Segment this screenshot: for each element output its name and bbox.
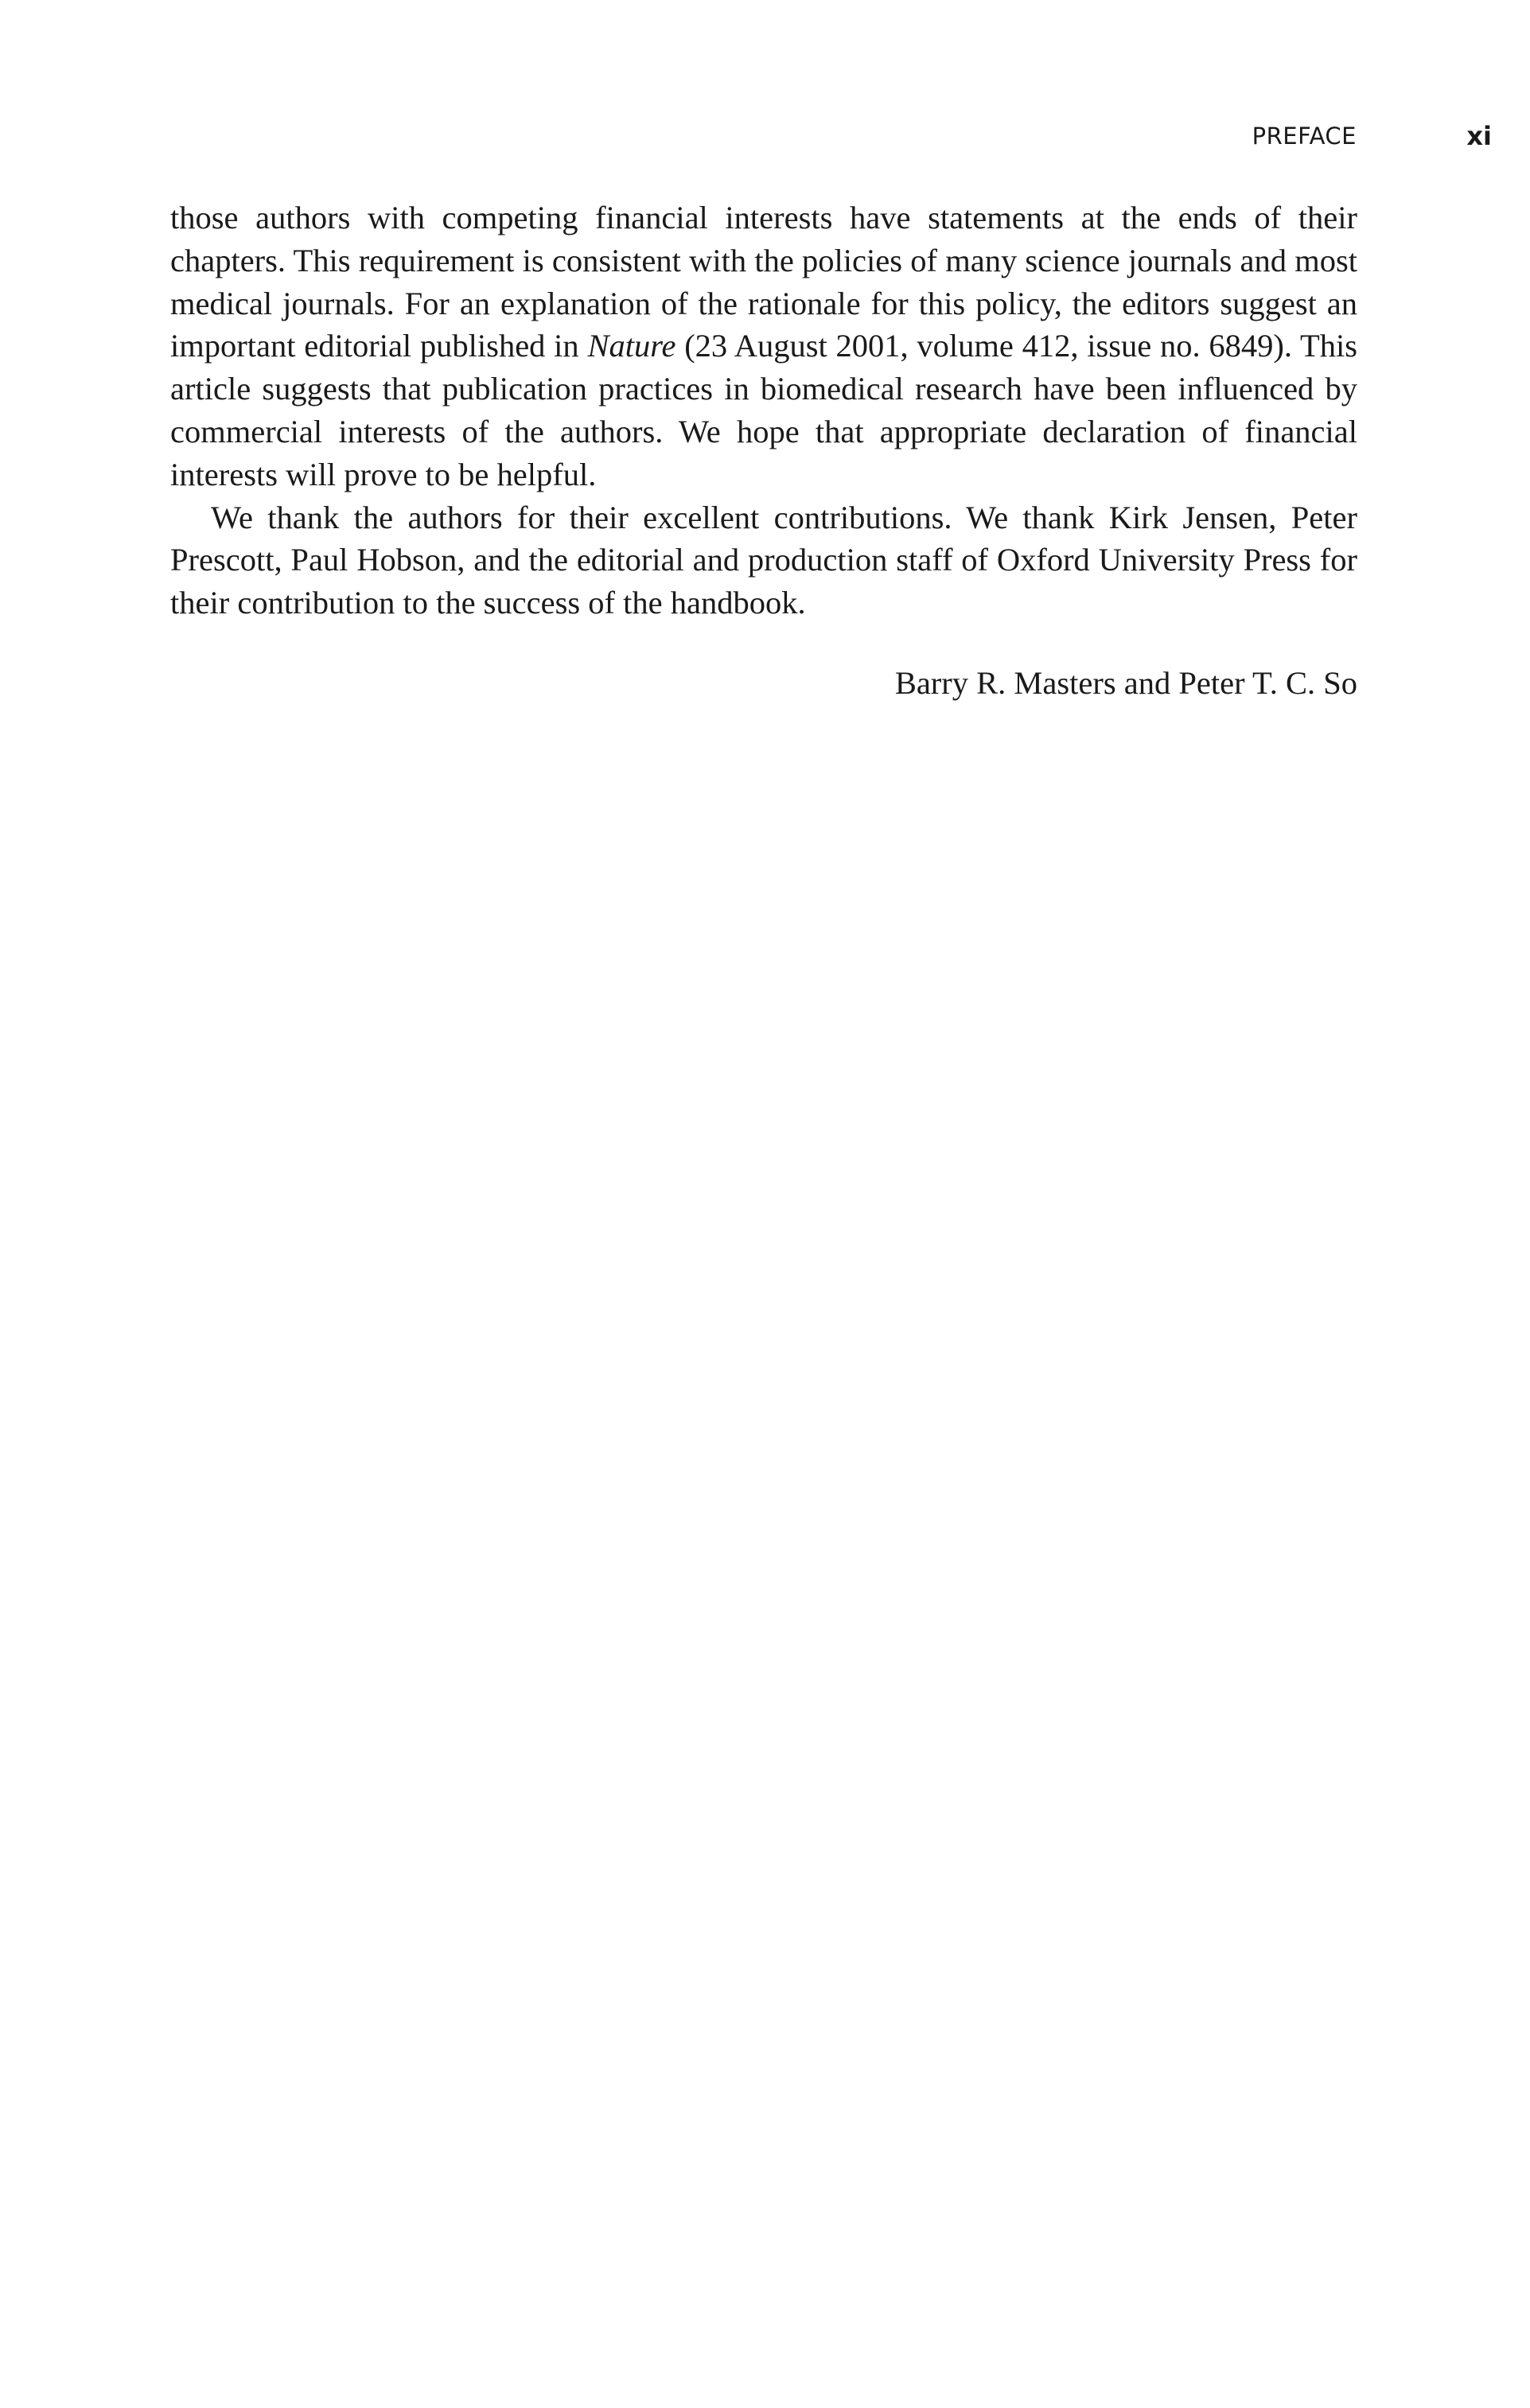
- paragraph-acknowledgements: We thank the authors for their excellent contributions. We thank Kirk Jensen, Peter Prescott, Paul Hobson, and the editorial and production staff of Oxford University Press for their contribution to the success of the handbook.: [170, 499, 1357, 621]
- running-head-section: PREFACE: [1252, 123, 1357, 150]
- paragraph-text: (23 August 2001, volume 412, issue no. 6849). This article suggests that publication practices in biomedical research have been influenced by commercial interests of the authors. We hope that appropriate declaration of financial interests will prove to be helpful.: [170, 328, 1357, 492]
- paragraph-continuation: [170, 196, 1357, 496]
- page-number: xi: [1466, 121, 1492, 151]
- signature-line: Barry R. Masters and Peter T. C. So: [894, 665, 1357, 701]
- journal-title-italic: Nature: [587, 328, 676, 364]
- running-head: [0, 119, 1530, 154]
- paragraph-text: those authors with competing financial interests have statements at the ends of their chapters. This requirement is consistent with the policies of many science journals and most medical journals. For an explanation of the rationale for this policy, the editors suggest an important editorial published in: [170, 200, 1357, 364]
- body-text: [170, 196, 1357, 624]
